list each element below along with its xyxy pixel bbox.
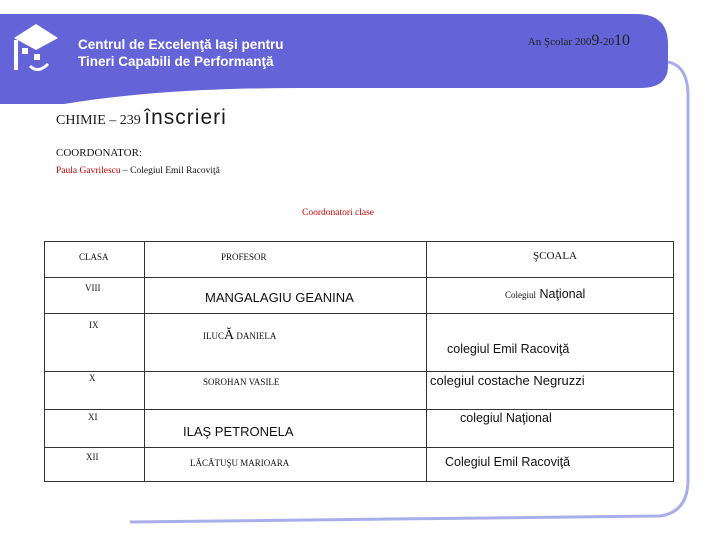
logo-line-2: Tineri Capabili de Performanţă (78, 54, 274, 69)
cell-class (45, 314, 145, 372)
cell-school (427, 448, 674, 482)
logo-text (78, 36, 284, 70)
row-class: XII (86, 452, 99, 462)
coordinator-name: Paula Gavrilescu (56, 166, 121, 176)
cell-class (45, 278, 145, 314)
table-row (45, 372, 674, 410)
school-year-end: 10 (614, 32, 630, 49)
table-row (45, 410, 674, 448)
page-title (56, 106, 227, 130)
row-teacher (203, 328, 276, 344)
row-school (505, 287, 585, 301)
school-year (528, 32, 630, 50)
table-row (45, 448, 674, 482)
cell-class (45, 448, 145, 482)
row-school-part: Naţional (536, 287, 586, 301)
table-row (45, 278, 674, 314)
header-cell-school (427, 242, 674, 278)
header-class: CLASA (79, 252, 109, 262)
coordinators-table (44, 241, 674, 482)
row-school: colegiul Emil Racoviţă (447, 342, 570, 356)
coordinator-school: Colegiul Emil Racoviţă (130, 166, 220, 176)
row-teacher: SOROHAN VASILE (203, 377, 280, 387)
cell-school (427, 410, 674, 448)
school-year-digit: 9 (591, 32, 600, 49)
row-class: IX (89, 320, 99, 330)
cell-school (427, 372, 674, 410)
logo-line-1: Centrul de Excelenţă Iaşi pentru (78, 37, 284, 52)
cell-teacher (145, 410, 427, 448)
row-teacher-part: ILUC (203, 331, 224, 341)
coordinator-label: COORDONATOR: (56, 147, 142, 159)
row-class: XI (88, 412, 98, 422)
row-teacher: ILAŞ PETRONELA (183, 424, 294, 439)
row-teacher-part: Ă (224, 328, 235, 343)
cell-teacher (145, 372, 427, 410)
school-year-prefix: An Şcolar 200 (527, 36, 592, 48)
tassel-cap-logo-icon (12, 18, 58, 82)
header-cell-class (45, 242, 145, 278)
row-school-part: Colegiul (505, 290, 536, 300)
row-school: Colegiul Emil Racoviţă (445, 455, 571, 469)
cell-school (427, 278, 674, 314)
title-prefix: CHIMIE – 239 (56, 113, 141, 128)
cell-teacher (145, 314, 427, 372)
table-header-row (45, 242, 674, 278)
row-class: X (89, 373, 96, 383)
header-cell-teacher (145, 242, 427, 278)
row-teacher: MANGALAGIU GEANINA (205, 290, 354, 305)
cell-teacher (145, 278, 427, 314)
school-year-mid: -20 (599, 36, 614, 48)
row-school: colegiul Naţional (460, 411, 552, 425)
header-school: ŞCOALA (533, 250, 578, 262)
title-suffix: înscrieri (144, 106, 227, 129)
row-class: VIII (85, 283, 101, 293)
cell-school (427, 314, 674, 372)
row-teacher: LĂCĂTUŞU MARIOARA (190, 458, 290, 468)
row-school: colegiul costache Negruzzi (430, 373, 585, 388)
header-teacher: PROFESOR (221, 252, 267, 262)
row-teacher-part: DANIELA (234, 331, 277, 341)
coordinator-line (56, 166, 220, 176)
cell-class (45, 372, 145, 410)
class-coordinators-label: Coordonatori clase (302, 208, 375, 218)
cell-class (45, 410, 145, 448)
table-row (45, 314, 674, 372)
cell-teacher (145, 448, 427, 482)
coordinator-separator: – (120, 166, 131, 176)
